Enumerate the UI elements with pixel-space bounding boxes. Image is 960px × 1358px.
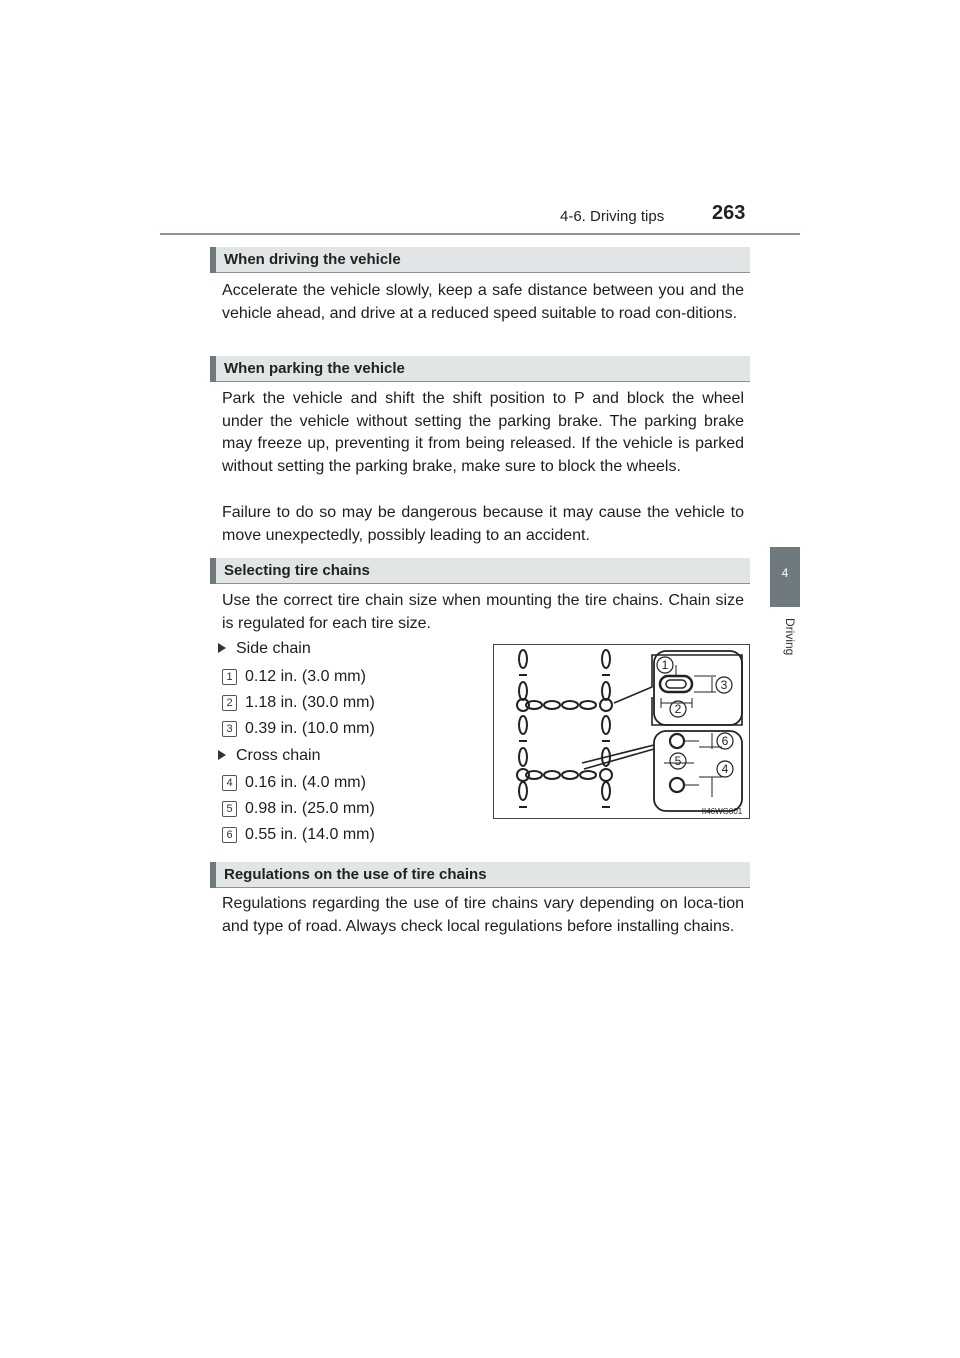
paragraph: Park the vehicle and shift the shift position to P and block the wheel under the vehicle without setting the parking brake. The parking brake may freeze up, preventing it from being released. If the vehicle is parked without setting the parking brake, make sure to block the wheels. bbox=[222, 390, 744, 475]
cross-chain-inset bbox=[654, 731, 742, 811]
bullet-triangle-icon bbox=[218, 643, 226, 653]
paragraph: Failure to do so may be dangerous because it may cause the vehicle to move unexpectedly, possibly leading to an accident. bbox=[222, 504, 744, 544]
callout-number: 3 bbox=[222, 721, 237, 737]
paragraph: Use the correct tire chain size when mounting the tire chains. Chain size is regulated for each tire size. bbox=[222, 592, 744, 632]
header-rule bbox=[160, 233, 800, 235]
section-heading bbox=[210, 558, 750, 584]
callout-4: 4 bbox=[721, 762, 729, 776]
spec-value: 0.12 in. (3.0 mm) bbox=[245, 668, 366, 685]
section-title: Selecting tire chains bbox=[224, 562, 370, 579]
spec-value: 0.55 in. (14.0 mm) bbox=[245, 826, 375, 843]
page-number: 263 bbox=[712, 202, 746, 224]
paragraph: Accelerate the vehicle slowly, keep a safe distance between you and the vehicle ahead, and drive at a reduced speed suitable to road con-ditions. bbox=[222, 282, 744, 322]
cross-chain-heading bbox=[218, 747, 320, 765]
spec-value: 0.98 in. (25.0 mm) bbox=[245, 800, 375, 817]
spec-value: 0.16 in. (4.0 mm) bbox=[245, 774, 366, 791]
chapter-tab: 4 bbox=[770, 547, 800, 607]
callout-number: 2 bbox=[222, 695, 237, 711]
cross-chain-upper bbox=[517, 699, 612, 711]
bullet-label: Cross chain bbox=[236, 747, 321, 764]
section-title: When driving the vehicle bbox=[224, 251, 401, 268]
callout-number: 5 bbox=[222, 801, 237, 817]
section-heading bbox=[210, 862, 750, 888]
heading-bar bbox=[210, 862, 216, 888]
spec-value: 1.18 in. (30.0 mm) bbox=[245, 694, 375, 711]
callout-1: 1 bbox=[661, 658, 669, 672]
vertical-chain-right bbox=[602, 650, 610, 807]
chapter-tab-label: Driving bbox=[783, 618, 797, 656]
side-chain-heading bbox=[218, 640, 311, 658]
callout-3: 3 bbox=[720, 678, 728, 692]
section-heading bbox=[210, 356, 750, 382]
paragraph: Regulations regarding the use of tire chains vary depending on loca-tion and type of road. Always check local regulations before installing chains. bbox=[222, 895, 744, 935]
spec-item bbox=[222, 720, 375, 742]
bullet-triangle-icon bbox=[218, 750, 226, 760]
heading-bar bbox=[210, 356, 216, 382]
spec-value: 0.39 in. (10.0 mm) bbox=[245, 720, 375, 737]
cross-chain-lower bbox=[517, 769, 612, 781]
callout-5: 5 bbox=[674, 754, 682, 768]
callout-number: 4 bbox=[222, 775, 237, 791]
callout-6: 6 bbox=[721, 734, 729, 748]
callout-number: 6 bbox=[222, 827, 237, 843]
bullet-label: Side chain bbox=[236, 640, 311, 657]
spec-item bbox=[222, 826, 375, 848]
running-header-section: 4-6. Driving tips bbox=[560, 208, 665, 225]
vertical-chain-left bbox=[519, 650, 527, 807]
callout-number: 1 bbox=[222, 669, 237, 685]
section-title: Regulations on the use of tire chains bbox=[224, 866, 487, 883]
tire-chain-illustration bbox=[494, 645, 749, 818]
tire-chain-diagram bbox=[493, 644, 750, 819]
callout-2: 2 bbox=[674, 702, 682, 716]
heading-bar bbox=[210, 558, 216, 584]
section-title: When parking the vehicle bbox=[224, 360, 405, 377]
section-heading bbox=[210, 247, 750, 273]
figure-code: II46WG001 bbox=[701, 807, 743, 816]
spec-item bbox=[222, 668, 366, 690]
spec-item bbox=[222, 774, 366, 796]
spec-item bbox=[222, 800, 375, 822]
spec-item bbox=[222, 694, 375, 716]
heading-bar bbox=[210, 247, 216, 273]
